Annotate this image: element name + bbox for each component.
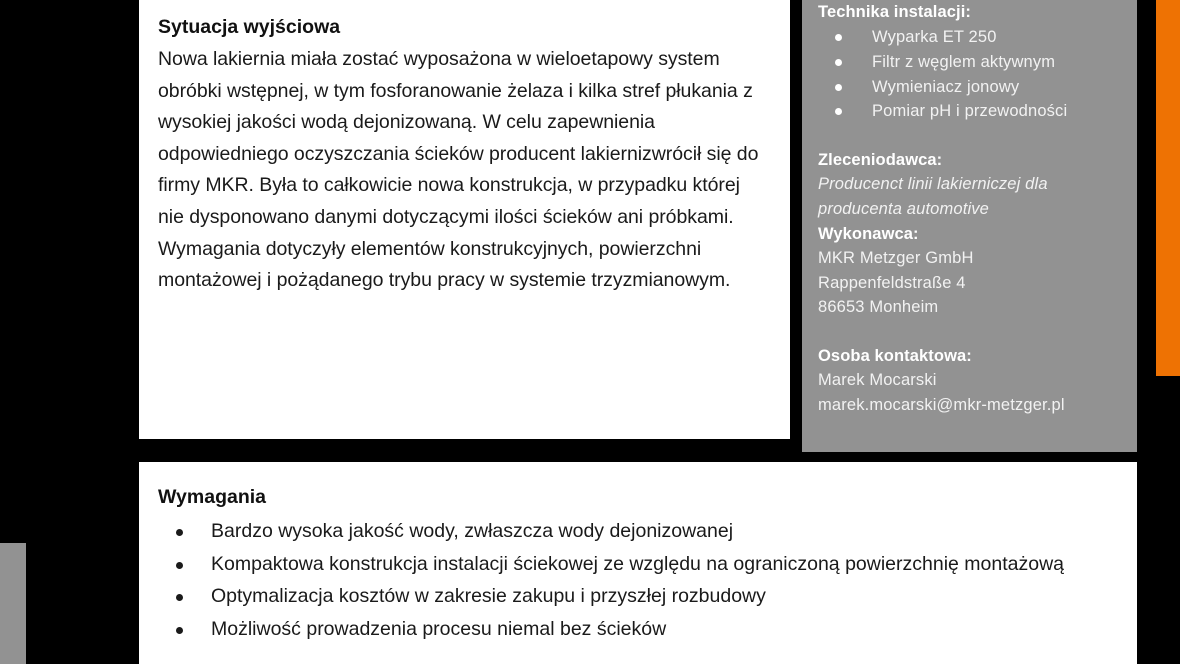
list-item: Filtr z węglem aktywnym xyxy=(818,50,1119,75)
client-line: producenta automotive xyxy=(818,199,990,218)
list-item: Optymalizacja kosztów w zakresie zakupu i przyszłej rozbudowy xyxy=(158,581,1111,613)
left-gray-tab xyxy=(0,543,26,664)
requirements-list xyxy=(158,516,1111,645)
list-item: Kompaktowa konstrukcja instalacji ściekowej ze względu na ograniczoną powierzchnię montażową xyxy=(158,549,1111,581)
requirements-heading: Wymagania xyxy=(158,486,267,508)
list-item: Pomiar pH i przewodności xyxy=(818,99,1119,124)
tech-heading: Technika instalacji: xyxy=(818,3,971,21)
contractor-line: MKR Metzger GmbH xyxy=(818,248,974,267)
contractor-line: 86653 Monheim xyxy=(818,298,939,317)
list-item: Bardzo wysoka jakość wody, zwłaszcza wody dejonizowanej xyxy=(158,516,1111,548)
requirements-box xyxy=(139,462,1137,664)
starting-situation-heading: Sytuacja wyjściowa xyxy=(158,16,341,39)
orange-accent-bar xyxy=(1156,0,1180,376)
contact-heading: Osoba kontaktowa: xyxy=(818,347,972,366)
contact-email: marek.mocarski@mkr-metzger.pl xyxy=(818,395,1065,414)
contractor-heading: Wykonawca: xyxy=(818,224,919,243)
list-item: Możliwość prowadzenia procesu niemal bez ścieków xyxy=(158,614,1111,646)
client-line: Producenct linii lakierniczej dla xyxy=(818,175,1048,194)
client-heading: Zleceniodawca: xyxy=(818,151,943,170)
list-item: Wymieniacz jonowy xyxy=(818,75,1119,100)
story-content-box xyxy=(139,0,790,439)
contact-name: Marek Mocarski xyxy=(818,371,937,390)
contractor-line: Rappenfeldstraße 4 xyxy=(818,273,966,292)
tech-list xyxy=(818,25,1119,124)
list-item: Wyparka ET 250 xyxy=(818,25,1119,50)
starting-situation-paragraph: Nowa lakiernia miała zostać wyposażona w wieloetapowy system obróbki wstępnej, w tym fosforanowanie żelaza i kilka stref płukania z wysokiej jakości wodą dejonizowaną. W celu zapewnienia odpowiedniego oczyszczania ścieków producent lakiernizwrócił się do firmy MKR. Była to całkowicie nowa konstrukcja, w przypadku której nie dysponowano danymi dotyczącymi ilości ścieków ani próbkami. Wymagania dotyczyły elementów konstrukcyjnych, powierzchni montażowej i pożądanego trybu pracy w systemie trzyzmianowym. xyxy=(158,47,759,292)
project-info-panel xyxy=(802,0,1137,452)
